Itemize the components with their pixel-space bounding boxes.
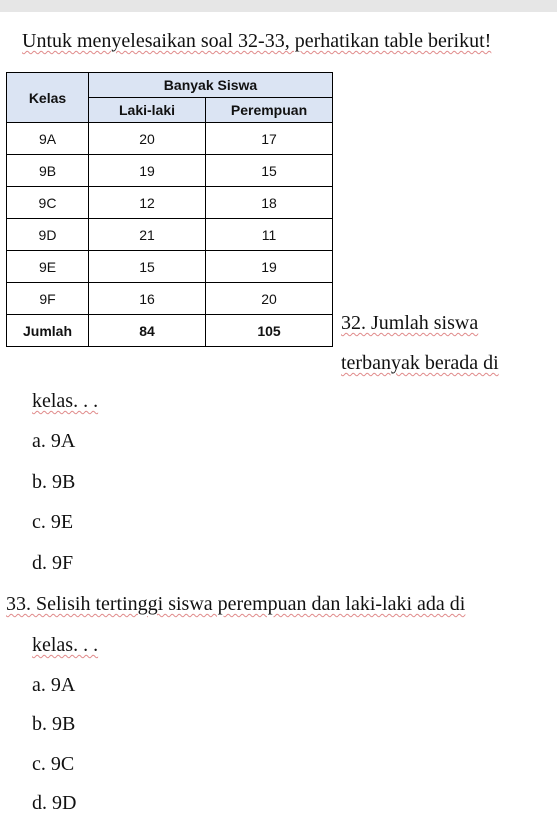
cell-perempuan: 11 [206,219,333,251]
cell-kelas: 9C [7,187,89,219]
instruction-heading [22,30,491,53]
table-row [7,251,333,283]
cell-laki: 16 [89,283,206,315]
cell-perempuan: 15 [206,155,333,187]
cell-kelas: 9D [7,219,89,251]
question-33-line1: 33. Selisih tertinggi siswa perempuan dan laki-laki ada di [6,593,466,615]
question-33-line2: kelas. . . [32,634,99,656]
question-32-line3: kelas. . . [32,390,99,412]
q32-option-a[interactable]: a. 9A [32,430,76,452]
instruction-text: Untuk menyelesaikan soal 32-33, perhatikan table berikut! [22,30,492,52]
q32-option-b[interactable]: b. 9B [32,471,76,493]
student-table [6,72,333,347]
table-row [7,219,333,251]
question-32-line1: 32. Jumlah siswa [341,312,479,334]
q33-option-a[interactable]: a. 9A [32,674,76,696]
header-banyak-siswa: Banyak Siswa [89,73,333,98]
q33-option-b[interactable]: b. 9B [32,713,76,735]
q32-option-c[interactable]: c. 9E [32,511,74,533]
cell-kelas: 9B [7,155,89,187]
cell-kelas: 9F [7,283,89,315]
cell-perempuan: 18 [206,187,333,219]
cell-total-perempuan: 105 [206,315,333,347]
table-row [7,123,333,155]
cell-kelas: 9A [7,123,89,155]
question-32-line2: terbanyak berada di [341,352,499,374]
cell-total-laki: 84 [89,315,206,347]
cell-perempuan: 17 [206,123,333,155]
table-total-row [7,315,333,347]
cell-laki: 12 [89,187,206,219]
cell-perempuan: 19 [206,251,333,283]
cell-total-label: Jumlah [7,315,89,347]
top-bar [0,0,557,12]
header-laki-laki: Laki-laki [89,98,206,123]
q33-option-c[interactable]: c. 9C [32,753,75,775]
cell-kelas: 9E [7,251,89,283]
cell-laki: 19 [89,155,206,187]
header-kelas: Kelas [7,73,89,123]
table-row [7,187,333,219]
q32-option-d[interactable]: d. 9F [32,552,74,574]
table-row [7,283,333,315]
cell-laki: 20 [89,123,206,155]
header-perempuan: Perempuan [206,98,333,123]
table-row [7,155,333,187]
cell-laki: 21 [89,219,206,251]
cell-laki: 15 [89,251,206,283]
cell-perempuan: 20 [206,283,333,315]
q33-option-d[interactable]: d. 9D [32,792,77,814]
